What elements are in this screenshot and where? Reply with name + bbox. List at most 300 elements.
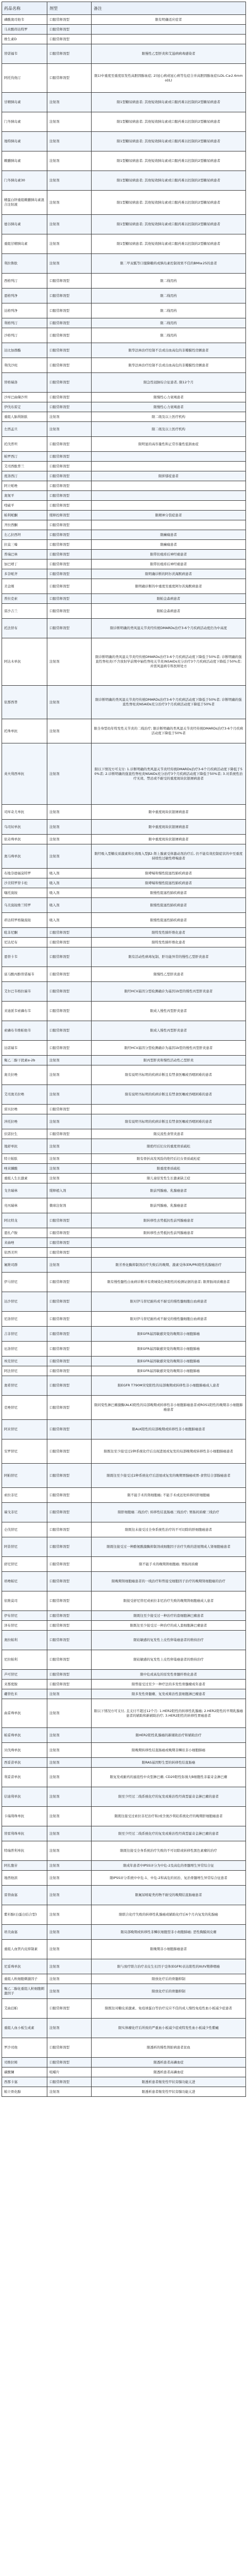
cell-dosage-form: 口服常释剂型 [47,373,92,393]
cell-dosage-form: 口服常释剂型 [47,947,92,967]
table-row [2,318,246,328]
cell-dosage-form: 口服常释剂型 [47,1591,92,1611]
cell-remark: 限1型糖尿病患者; 其他短效胰岛素或口服药难以控制的2型糖尿病患者 [92,171,246,191]
table-row [2,191,246,215]
table-row [2,289,246,303]
cell-drug-name: 达比加群酯 [2,343,47,358]
cell-dosage-form: 口服常释剂型 [47,328,92,343]
cell-remark: 限EGFR基因敏感突变的晚期非小细胞肺癌 [92,1327,246,1342]
cell-dosage-form: 注射剂 [47,1826,92,1841]
cell-drug-name: 重组人血小板生成素 [2,2019,47,2038]
table-row [2,422,246,437]
cell-drug-name: 利格列汀 [2,318,47,328]
cell-dosage-form: 口服常释剂型 [47,1503,92,1522]
cell-drug-name: 紫杉醇(白蛋白结合型) [2,1905,47,1925]
table-row [2,412,246,422]
table-row [2,1522,246,1537]
cell-drug-name: 达沙替尼 [2,1292,47,1312]
cell-remark [92,1105,246,1114]
cell-remark: 限既往接受全身系统治疗失败的不可切除或转移性黑色素瘤的治疗 [92,1841,246,1861]
cell-remark: 限二线用药 [92,318,246,328]
cell-dosage-form: 注射剂 [47,254,92,274]
table-row [2,1886,246,1905]
cell-remark: 限中重度斑块状银屑病患者 [92,820,246,835]
table-row [2,1670,246,1680]
cell-dosage-form: 口服常释剂型 [47,1439,92,1464]
table-row [2,560,246,569]
table-row [2,1959,246,1974]
cell-remark: 限EGFR基因敏感突变的晚期非小细胞肺癌 [92,1357,246,1366]
cell-remark: 限急性冠脉综合征患者, 限12个月 [92,373,246,393]
cell-drug-name: 拉莫三嗪 [2,540,47,550]
table-row [2,1631,246,1650]
table-row [2,540,246,550]
cell-remark: 限晚期非小细胞肺癌患者 [92,1940,246,1959]
cell-drug-name: 奥希替尼 [2,1376,47,1396]
cell-remark: 限对伊马替尼耐药或不耐受的慢性髓细胞白血病患者 [92,1292,246,1312]
table-row [2,898,246,913]
cell-remark: 限1型糖尿病患者; 其他短效胰岛素或口服药难以控制的2型糖尿病患者 [92,93,246,112]
cell-remark [92,1238,246,1248]
cell-remark: 限二线用药 [92,289,246,303]
cell-dosage-form: 注射剂 [47,1787,92,1807]
cell-remark: 限二甲双胍等口服降糖药或胰岛素控制效果不佳的BMI≥25的患者 [92,254,246,274]
table-row [2,820,246,835]
table-row [2,2067,246,2077]
cell-drug-name: 克唑替尼 [2,1396,47,1420]
table-row [2,967,246,982]
table-row [2,1591,246,1611]
cell-drug-name: 噻托溴铵 [2,888,47,898]
cell-dosage-form: 口服常释剂型 [47,928,92,938]
cell-drug-name: 阿立哌唑 [2,481,47,491]
cell-drug-name: 艾尔巴韦格拉瑞韦 [2,982,47,1002]
cell-dosage-form: 口服常释剂型 [47,540,92,550]
cell-remark: 限前列腺癌、乳腺癌患者 [92,1183,246,1198]
cell-dosage-form: 口服常释剂型 [47,619,92,638]
table-row [2,1861,246,1871]
cell-dosage-form: 注射剂 [47,1925,92,1940]
cell-dosage-form: 注射剂 [47,1905,92,1925]
cell-drug-name: 马来酸茚达特罗 [2,25,47,35]
cell-drug-name: 普瑞巴林 [2,550,47,560]
cell-dosage-form: 口服常释剂型 [47,358,92,373]
cell-remark: 限诊断明确的类风湿关节炎经传统DMARDs治疗3-6个月疾病活动度下降低于50%者; 诊断明确的强直性脊柱炎(不含放射学前期中轴性脊柱关节炎)NSAIDs充分治疗3个月疾病活动度下降低于50%者; 并需风湿病专科医师处方 [92,638,246,686]
cell-dosage-form: 注射剂 [47,1959,92,1974]
cell-dosage-form: 口服常释剂型 [47,452,92,462]
table-row [2,1327,246,1342]
cell-drug-name: 左乙拉西坦 [2,530,47,540]
cell-drug-name: 贝伐珠单抗 [2,1743,47,1758]
cell-dosage-form: 口服常释剂型 [47,1238,92,1248]
cell-dosage-form: 注射剂 [47,171,92,191]
table-row [2,1021,246,1041]
cell-drug-name: 达诺瑞韦 [2,1041,47,1056]
cell-drug-name: 加巴喷丁 [2,560,47,569]
table-row [2,1273,246,1292]
cell-drug-name: 艾曲泊帕 [2,1999,47,2019]
cell-drug-name: 聚乙二醇化重组人粒细胞刺激因子 [2,1984,47,1999]
cell-remark: 限实体瘤化疗后所致的严重血小板减少症或特发性血小板减少性紫癜 [92,2019,246,2038]
cell-drug-name: 尼妥珠单抗 [2,1959,47,1974]
cell-drug-name: 美金刚 [2,579,47,594]
cell-remark [92,452,246,462]
table-row [2,1248,246,1258]
cell-drug-name: 瑞戈非尼 [2,1503,47,1522]
cell-dosage-form: 注射剂 [47,93,92,112]
cell-remark: 限透析患者继发性甲状旁腺功能亢进 [92,2077,246,2087]
cell-drug-name: 重组人脑利钠肽 [2,412,47,422]
table-row [2,1974,246,1984]
cell-remark: 限成年患者中IPSS评分为中危-2及高危的骨髓增生异常综合征 [92,1861,246,1871]
cell-drug-name: 帕利哌酮 [2,511,47,520]
cell-remark: 限EGFR T790M突变阳性的局部晚期或转移性非小细胞肺癌成人患者 [92,1376,246,1396]
cell-remark: 限至少经过二线系统化疗的复发或难治性经典型霍奇金淋巴瘤的患者 [92,1787,246,1807]
table-row [2,1085,246,1105]
table-row [2,2019,246,2038]
cell-dosage-form: 注射剂 [47,1807,92,1826]
cell-remark: 限癫痫患者 [92,540,246,550]
cell-remark: 限ALK阳性的局部晚期或转移性非小细胞肺癌患者 [92,1420,246,1439]
cell-dosage-form: 口服常释剂型 [47,1213,92,1228]
cell-dosage-form: 注射剂 [47,112,92,132]
table-row [2,303,246,318]
table-row [2,254,246,274]
cell-drug-name: 来那度胺 [2,1680,47,1689]
cell-dosage-form: 口服常释剂型 [47,530,92,540]
table-row [2,1396,246,1420]
cell-drug-name: 艾司奥美拉唑 [2,1085,47,1105]
cell-remark: 限铂敏感的复发性上皮性卵巢癌患者的维持治疗 [92,1631,246,1650]
cell-drug-name: 司维拉姆 [2,2058,47,2067]
cell-dosage-form: 口服常释剂型 [47,1488,92,1503]
cell-remark: 限1型糖尿病患者; 其他短效胰岛素或口服药难以控制的2型糖尿病患者 [92,151,246,171]
table-row [2,1621,246,1631]
table-row [2,1105,246,1114]
table-row [2,1420,246,1439]
cell-dosage-form: 口服常释剂型 [47,303,92,318]
cell-dosage-form: 口服常释剂型 [47,1631,92,1650]
cell-dosage-form: 口服常释剂型 [47,462,92,471]
cell-drug-name: 恩格列净 [2,289,47,303]
table-row [2,638,246,686]
column-header-note: 备注 [92,2,246,15]
cell-drug-name: 特立帕肽 [2,1154,47,1164]
cell-dosage-form: 注射剂 [47,2019,92,2038]
cell-drug-name: 奥美拉唑 [2,1065,47,1085]
cell-dosage-form: 注射剂 [47,1154,92,1164]
cell-remark: 限至少经过二线系统化疗的复发或难治性经典型霍奇金淋巴瘤的患者 [92,1826,246,1841]
cell-drug-name: 阿比特龙 [2,1213,47,1228]
table-row [2,569,246,579]
cell-remark: 限曾接受过至少一种疗法的多发性骨髓瘤成年患者 [92,1680,246,1689]
table-row [2,437,246,452]
cell-remark [92,491,246,501]
cell-remark: 限重度骨质疏松 [92,1164,246,1174]
cell-dosage-form: 注射剂 [47,1056,92,1065]
cell-remark: 限转移性去势抵抗性前列腺癌患者 [92,1213,246,1228]
table-row [2,719,246,743]
cell-dosage-form: 口服常释剂型 [47,1464,92,1488]
cell-dosage-form: 缓释植入剂 [47,1183,92,1198]
cell-dosage-form: 口服常释剂型 [47,1670,92,1680]
cell-dosage-form: 口服常释剂型 [47,594,92,604]
cell-drug-name: 喹硫平 [2,501,47,511]
table-row [2,1650,246,1670]
cell-remark: 限有慢性髓性白血病诊断并有费城染色体阳性的检测证据的患者; 限胃肠间质瘤患者 [92,1273,246,1292]
cell-remark: 限既往接受过索拉非尼治疗和/或含奥沙利铂系统化疗的晚期肝细胞癌患者 [92,1807,246,1826]
table-row [2,982,246,1002]
cell-remark: 限慢性阻塞性肺疾病患者 [92,888,246,898]
cell-dosage-form: 注射剂 [47,1974,92,1984]
table-row [2,805,246,820]
cell-remark: 限慢性乙型肝炎患者 [92,967,246,982]
cell-dosage-form: 口服常释剂型 [47,1621,92,1631]
table-row [2,1984,246,1999]
cell-drug-name: 依西美坦 [2,1248,47,1258]
cell-dosage-form: 口服常释剂型 [47,1999,92,2019]
cell-remark: 限透析患者高磷血症 [92,2067,246,2077]
cell-drug-name: 利拉鲁肽 [2,254,47,274]
cell-remark: 限肝细胞癌二线治疗; 转移性结直肠癌三线治疗; 胃肠间质瘤三线治疗 [92,1503,246,1522]
table-row [2,1841,246,1861]
cell-drug-name: 重组人粒细胞刺激因子 [2,1974,47,1984]
cell-drug-name: 奥拉帕利 [2,1631,47,1650]
table-row [2,1537,246,1557]
cell-dosage-form: 口服常释剂型 [47,1327,92,1342]
cell-remark: 限帕金森病患者 [92,604,246,619]
cell-remark: 限精神分裂症患者 [92,511,246,520]
cell-dosage-form: 口服常释剂型 [47,569,92,579]
table-row [2,1198,246,1213]
cell-drug-name: 仑伐替尼 [2,1522,47,1537]
table-row [2,1572,246,1591]
table-row [2,274,246,289]
table-row [2,151,246,171]
cell-dosage-form: 注射剂 [47,1861,92,1871]
cell-remark: 限中危或高危的原发性骨髓纤维化患者 [92,1670,246,1680]
cell-drug-name: 卡瑞利珠单抗 [2,1807,47,1826]
cell-dosage-form: 注射剂 [47,1139,92,1154]
cell-drug-name: 唑来膦酸 [2,1164,47,1174]
table-row [2,1342,246,1357]
cell-dosage-form: 口服常释剂型 [47,402,92,412]
cell-dosage-form: 口服常释剂型 [47,481,92,491]
cell-dosage-form: 口服常释剂型 [47,64,92,93]
cell-remark: 限二线用药 [92,274,246,289]
cell-drug-name: 地特胰岛素 [2,132,47,151]
cell-dosage-form: 注射剂 [47,1689,92,1699]
cell-remark: 限氟尿嘧啶类药物不耐受的晚期结直肠癌患者 [92,1886,246,1905]
table-row [2,1488,246,1503]
cell-dosage-form: 注射剂 [47,412,92,422]
table-row [2,328,246,343]
table-row [2,1758,246,1768]
cell-remark: 限特发性肺纤维化患者 [92,938,246,947]
cell-drug-name: 依奇珠单抗 [2,835,47,844]
table-row [2,132,246,151]
cell-remark: 限有骨折高发风险的绝经后妇女骨质疏松症 [92,1154,246,1164]
cell-remark: 限RAS基因野生型的转移性结直肠癌 [92,1758,246,1768]
table-row [2,511,246,520]
cell-remark: 限前列腺癌、乳腺癌患者 [92,1198,246,1213]
cell-remark: 限反流性食管炎患者 [92,1129,246,1139]
table-row [2,1999,246,2019]
cell-drug-name: 帕罗西汀 [2,452,47,462]
cell-dosage-form: 口服常释剂型 [47,318,92,328]
cell-dosage-form: 口服常释剂型 [47,471,92,481]
cell-drug-name: 硼替佐米 [2,1689,47,1699]
cell-drug-name: 伊马替尼 [2,1273,47,1292]
cell-drug-name: 雷替曲塞 [2,1886,47,1905]
cell-dosage-form: 注射剂 [47,743,92,805]
cell-dosage-form: 咀嚼片 [47,2067,92,2077]
table-body [2,15,246,2097]
cell-dosage-form: 微球注射剂 [47,1198,92,1213]
cell-remark: 限既往至少接受过2种系统化疗后进展或复发的晚期胃腺癌或胃-食管结合部腺癌患者 [92,1464,246,1488]
table-row [2,25,246,35]
cell-dosage-form: 注射剂 [47,1743,92,1758]
cell-dosage-form: 口服常释剂型 [47,1129,92,1139]
table-row [2,1925,246,1940]
cell-dosage-form: 口服常释剂型 [47,938,92,947]
cell-drug-name: 尼拉帕利 [2,1650,47,1670]
cell-drug-name: 帕立骨化醇 [2,2087,47,2097]
table-row [2,1940,246,1959]
cell-drug-name: 重组人血管内皮抑制素 [2,1940,47,1959]
cell-dosage-form: 口服常释剂型 [47,1650,92,1670]
cell-dosage-form: 注射剂 [47,191,92,215]
cell-remark: 限华法林治疗控制不良或出血高危的非瓣膜性房颤患者 [92,343,246,358]
cell-drug-name: 曲妥珠单抗 [2,1699,47,1728]
cell-drug-name: 尼达尼布 [2,938,47,947]
cell-dosage-form: 注射剂 [47,1758,92,1768]
table-row [2,462,246,471]
table-row [2,550,246,560]
cell-dosage-form: 口服常释剂型 [47,2058,92,2067]
cell-remark: 限不能手术的肾细胞癌; 不能手术或远处转移的肝细胞癌 [92,1488,246,1503]
cell-drug-name: 来迪派韦索磷布韦 [2,1002,47,1021]
cell-remark: 限帕金森病患者 [92,594,246,604]
cell-dosage-form: 吸入剂 [47,913,92,928]
cell-drug-name: 利妥昔单抗 [2,1768,47,1787]
table-row [2,1065,246,1085]
table-row [2,928,246,938]
table-row [2,1366,246,1376]
cell-remark: 限1型糖尿病患者; 其他短效胰岛素或口服药难以控制的2型糖尿病患者 [92,234,246,254]
cell-dosage-form: 注射剂 [47,1699,92,1728]
cell-dosage-form: 口服常释剂型 [47,491,92,501]
table-row [2,2058,246,2067]
cell-remark: 限抑郁症患者 [92,471,246,481]
cell-dosage-form: 注射剂 [47,1984,92,1999]
cell-remark: 限儿童原发性生长激素缺乏症 [92,1174,246,1183]
table-row [2,1439,246,1464]
cell-remark: 限中重度斑块状银屑病患者 [92,805,246,820]
cell-remark: 限二线用药 [92,328,246,343]
cell-dosage-form: 注射剂 [47,686,92,719]
cell-dosage-form: 注射剂 [47,215,92,234]
cell-drug-name: 多奈哌齐 [2,569,47,579]
cell-drug-name: 罗沙司他 [2,2038,47,2058]
cell-dosage-form: 口服常释剂型 [47,1342,92,1357]
cell-remark: 限IPSS评分系统中中危-1、中危-2和高危的初治、复治骨髓增生异常综合征患者 [92,1871,246,1886]
cell-dosage-form: 吸入剂 [47,878,92,888]
cell-drug-name: 阿来替尼 [2,1420,47,1439]
table-row [2,743,246,805]
table-row [2,686,246,719]
cell-remark: 限哮喘和慢性阻塞性肺疾病患者 [92,878,246,888]
cell-drug-name: 门冬胰岛素 [2,112,47,132]
cell-remark [92,520,246,530]
cell-drug-name: 替诺福韦 [2,44,47,64]
table-row [2,1376,246,1396]
cell-drug-name: 奥氮平 [2,491,47,501]
cell-remark: 限二线用药 [92,303,246,318]
cell-drug-name: 培唑帕尼 [2,1572,47,1591]
cell-drug-name: 沙美特罗替卡松 [2,878,47,888]
cell-remark: 限慢性心力衰竭患者 [92,393,246,402]
column-header-type: 剂型 [47,2,92,15]
cell-drug-name: 阿扎胞苷 [2,1861,47,1871]
cell-remark [92,501,246,511]
cell-drug-name: 地西他滨 [2,1871,47,1886]
cell-remark: 限放化疗后的骨髓抑制 [92,1984,246,1999]
cell-drug-name: 托法替布 [2,619,47,638]
table-row [2,1312,246,1327]
cell-drug-name: 富马酸丙酚替诺福韦 [2,967,47,982]
table-row [2,1183,246,1198]
table-row [2,1292,246,1312]
cell-drug-name: 甘精胰岛素 [2,93,47,112]
cell-drug-name: 沙库巴曲缬沙坦 [2,393,47,402]
cell-dosage-form: 注射剂 [47,820,92,835]
table-row [2,604,246,619]
cell-drug-name: 艾司西酞普兰 [2,462,47,471]
cell-remark: 限诊断明确的类风湿关节炎经传统DMARDs治疗3-6个月疾病活动度仍为中高度 [92,619,246,638]
table-row [2,471,246,481]
cell-remark: 限明确诊断的阿尔茨海默病患者 [92,569,246,579]
table-row [2,1557,246,1572]
cell-remark: 限局部晚期或转移性非鳞状细胞型非小细胞肺癌; 恶性胸膜间皮瘤 [92,1925,246,1940]
cell-remark: 限慢性阻塞性肺疾病患者 [92,898,246,913]
cell-drug-name: 吡非尼酮 [2,928,47,938]
cell-remark: 限以下情况方可支付: 1.诊断明确的类风湿关节炎经传统DMARDs治疗3-6个月疾病活动度下降低于50%者; 2.诊断明确的强直性脊柱炎NSAIDs充分治疗3个月疾病活动度下降低于50%者; 3.对系统性治疗无效、禁忌或不耐受的重度斑块状银屑病患者 [92,743,246,805]
cell-remark: 限透析的慢性肾脏病患者贫血 [92,2038,246,2058]
cell-dosage-form: 口服常释剂型 [47,967,92,982]
drug-table [2,2,246,2097]
cell-remark: 限二级及以上医疗机构 [92,422,246,437]
cell-remark: 限既往对糖皮质激素、免疫球蛋白等治疗反应不佳的成人慢性免疫性血小板减少症患者 [92,1999,246,2019]
table-row [2,888,246,898]
table-row [2,844,246,869]
cell-drug-name: 舒尼替尼 [2,1557,47,1572]
cell-drug-name: 伊伐布雷定 [2,402,47,412]
cell-dosage-form: 口服常释剂型 [47,1273,92,1292]
cell-dosage-form: 注射剂 [47,835,92,844]
cell-remark: 限既往至少接受过一种治疗的成人套细胞淋巴瘤患者 [92,1621,246,1631]
cell-remark: 限特发性肺纤维化患者 [92,928,246,938]
table-row [2,1826,246,1841]
cell-dosage-form: 吸入剂 [47,888,92,898]
table-row [2,481,246,491]
cell-remark: 限以下情况方可支付, 且支付不超过12个月: 1.HER2阳性的转移性乳腺癌; 2.HER2阳性的早期乳腺癌患者的辅助和新辅助治疗; 3.HER2阳性的转移性胃癌患者 [92,1699,246,1728]
table-row [2,1905,246,1925]
cell-drug-name: 雷沙吉兰 [2,604,47,619]
cell-remark: 限成人慢性丙型肝炎患者 [92,1021,246,1041]
cell-dosage-form: 口服常释剂型 [47,44,92,64]
cell-dosage-form: 注射剂 [47,1164,92,1174]
